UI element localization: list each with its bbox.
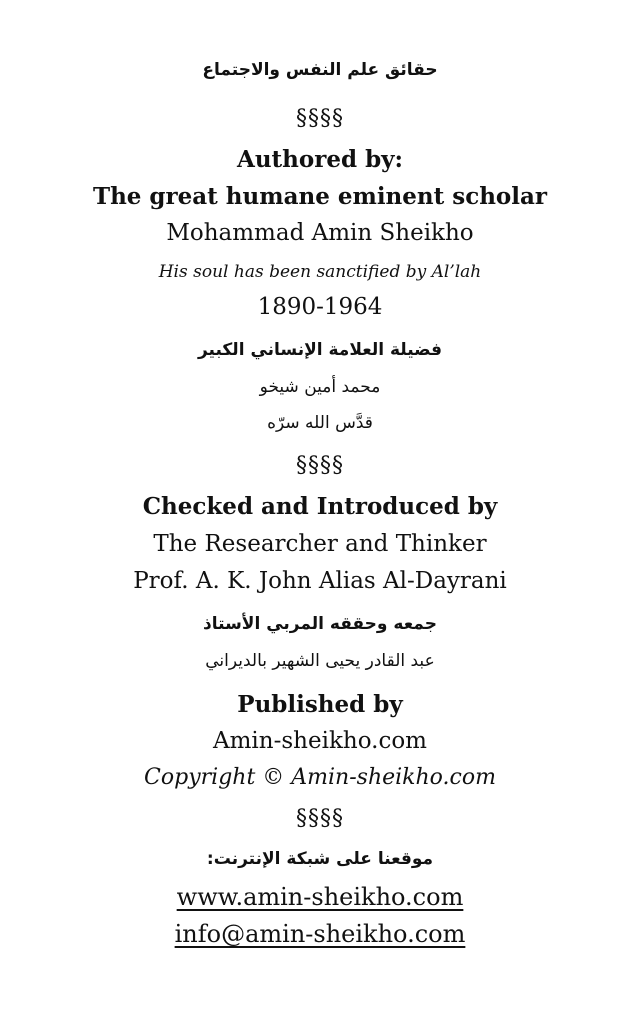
author-descriptor: The great humane eminent scholar <box>92 183 548 210</box>
editor-name: Prof. A. K. John Alias Al-Dayrani <box>133 568 507 594</box>
checked-by-heading: Checked and Introduced by <box>142 493 498 520</box>
author-blessing-arabic: قدَّس الله سرّه <box>267 413 373 433</box>
editor-descriptor: The Researcher and Thinker <box>153 531 487 557</box>
website-heading-arabic: موقعنا على شبكة الإنترنت: <box>206 849 434 869</box>
section-separator: §§§§ <box>296 806 344 831</box>
book-title-arabic: حقائق علم النفس والاجتماع <box>202 60 438 80</box>
website-link[interactable]: www.amin-sheikho.com <box>176 883 464 911</box>
published-by-heading: Published by <box>237 691 403 718</box>
editor-name-arabic: عبد القادر يحيى الشهير بالديراني <box>205 651 435 671</box>
section-separator: §§§§ <box>296 106 344 131</box>
author-title-arabic: فضيلة العلامة الإنساني الكبير <box>197 340 443 360</box>
author-blessing: His soul has been sanctified by Al’lah <box>158 262 482 282</box>
copyright-notice: Copyright © Amin-sheikho.com <box>144 765 496 790</box>
author-name-arabic: محمد أمين شيخو <box>259 377 381 397</box>
author-name: Mohammad Amin Sheikho <box>166 220 474 246</box>
editor-heading-arabic: جمعه وحققه المربي الأستاذ <box>203 614 437 634</box>
section-separator: §§§§ <box>296 453 344 478</box>
email-link[interactable]: info@amin-sheikho.com <box>174 920 466 948</box>
publisher-name: Amin-sheikho.com <box>213 728 427 754</box>
authored-by-heading: Authored by: <box>236 146 404 173</box>
author-years: 1890-1964 <box>257 294 383 320</box>
